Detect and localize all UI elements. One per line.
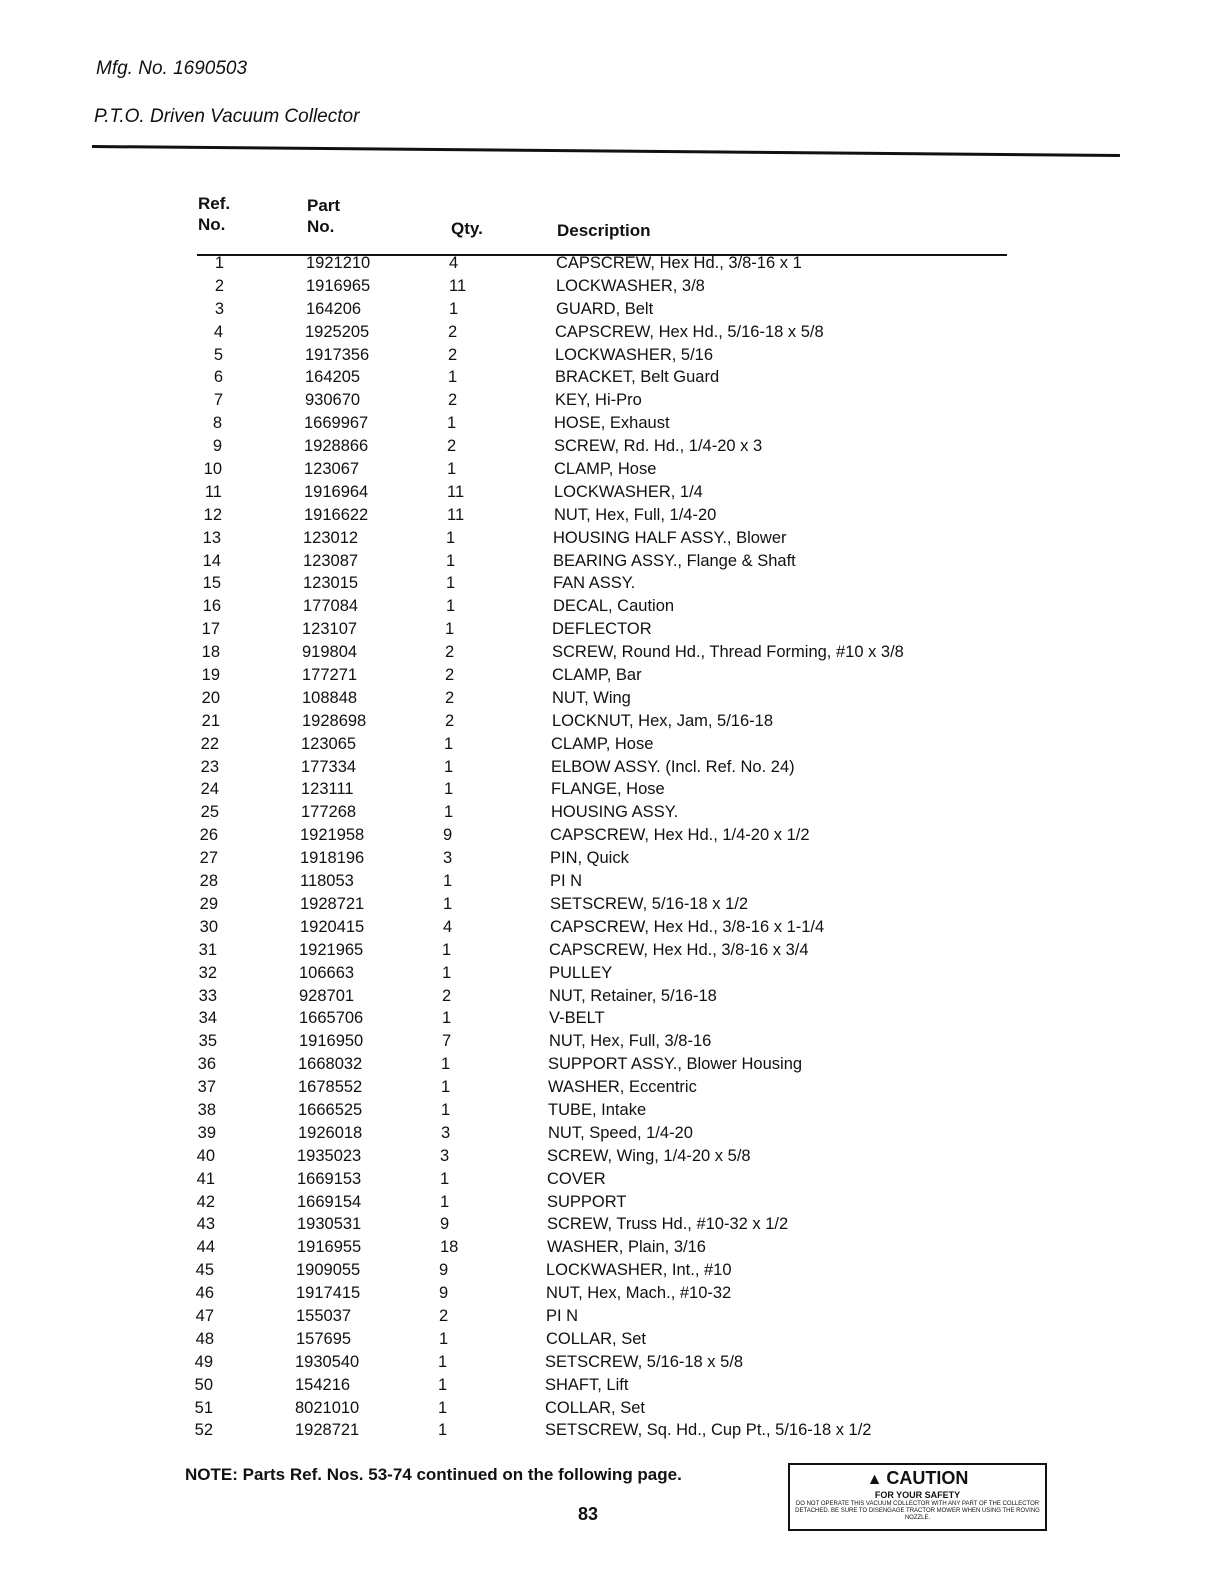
table-row [0,344,1218,367]
part-number-cell: 928701 [299,986,355,1005]
description-cell: CLAMP, Hose [551,734,654,753]
part-number-cell: 1921965 [299,940,364,959]
part-number-cell: 123015 [303,574,359,593]
ref-cell: 22 [200,734,219,753]
page-number: 83 [578,1504,599,1524]
description-cell: BRACKET, Belt Guard [555,368,720,387]
ref-cell: 11 [204,482,222,501]
continuation-note: NOTE: Parts Ref. Nos. 53-74 continued on the following page. [185,1465,682,1484]
qty-cell: 1 [446,551,456,570]
part-number-cell: 106663 [299,963,355,982]
ref-cell: 29 [199,894,218,913]
ref-cell: 37 [197,1078,216,1097]
qty-cell: 1 [444,803,454,822]
description-cell: PI N [546,1306,579,1325]
part-number-cell: 1666525 [298,1100,363,1119]
description-cell: LOCKNUT, Hex, Jam, 5/16-18 [552,711,773,730]
description-cell: FAN ASSY. [553,574,636,593]
col-header-part-line2: No. [307,217,335,236]
ref-cell: 43 [196,1215,215,1234]
ref-cell: 9 [212,437,222,456]
table-row [0,481,1218,504]
description-cell: NUT, Wing [552,688,631,707]
qty-cell: 9 [439,1261,449,1280]
part-number-cell: 1669154 [297,1192,362,1211]
ref-cell: 19 [201,666,220,685]
table-row [0,1030,1218,1053]
qty-cell: 2 [448,391,458,410]
table-row [0,321,1218,344]
part-number-cell: 164205 [305,368,361,387]
ref-cell: 8 [212,414,222,433]
qty-cell: 1 [438,1352,448,1371]
ref-cell: 12 [203,505,222,524]
table-row [0,664,1218,687]
qty-cell: 4 [449,254,459,272]
col-header-ref-line2: No. [198,215,226,234]
qty-cell: 1 [438,1421,448,1440]
part-number-cell: 1928866 [304,437,369,456]
table-row [0,824,1218,847]
table-row [0,1351,1218,1374]
description-cell: NUT, Hex, Mach., #10-32 [546,1284,732,1303]
description-cell: WASHER, Plain, 3/16 [547,1238,706,1257]
part-number-cell: 8021010 [295,1398,360,1417]
table-row [0,756,1218,779]
part-number-cell: 157695 [296,1329,352,1348]
part-number-cell: 164206 [306,299,362,318]
qty-cell: 3 [443,849,453,868]
description-cell: SETSCREW, Sq. Hd., Cup Pt., 5/16-18 x 1/2 [545,1421,872,1440]
part-number-cell: 1668032 [298,1055,363,1074]
table-row [0,1168,1218,1191]
table-row [0,435,1218,458]
caution-title [790,1468,1045,1490]
description-cell: CLAMP, Hose [554,460,657,479]
qty-cell: 1 [441,1078,451,1097]
ref-cell: 24 [200,780,219,799]
description-cell: V-BELT [549,1009,605,1028]
table-row [0,1007,1218,1030]
ref-cell: 13 [202,528,221,547]
table-row [0,641,1218,664]
description-cell: WASHER, Eccentric [548,1078,697,1097]
table-row [0,252,1218,275]
table-row [0,504,1218,527]
qty-cell: 1 [440,1192,450,1211]
qty-cell: 1 [444,734,454,753]
description-cell: LOCKWASHER, 3/8 [556,276,705,295]
table-row [0,1076,1218,1099]
table-row [0,1374,1218,1397]
ref-cell: 46 [195,1284,214,1303]
ref-cell: 45 [195,1261,214,1280]
ref-cell: 2 [214,276,224,295]
qty-cell: 1 [449,299,459,318]
description-cell: SETSCREW, 5/16-18 x 1/2 [550,894,749,913]
qty-cell: 1 [448,368,458,387]
part-number-cell: 177268 [301,803,357,822]
table-row [0,1328,1218,1351]
description-cell: LOCKWASHER, 5/16 [555,345,714,364]
table-row [0,916,1218,939]
ref-cell: 17 [201,620,220,639]
table-row [0,412,1218,435]
ref-cell: 49 [194,1352,213,1371]
part-number-cell: 1917356 [305,345,370,364]
part-number-cell: 123067 [304,460,360,479]
table-row [0,1282,1218,1305]
qty-cell: 11 [447,482,465,501]
part-number-cell: 1669153 [297,1169,362,1188]
col-header-ref-line1: Ref. [198,194,231,213]
qty-cell: 2 [447,437,457,456]
qty-cell: 1 [446,597,456,616]
table-row [0,572,1218,595]
part-number-cell: 123087 [303,551,359,570]
part-number-cell: 1665706 [299,1009,364,1028]
ref-cell: 6 [213,368,223,387]
description-cell: SCREW, Round Hd., Thread Forming, #10 x 3/8 [552,643,904,662]
ref-cell: 1 [214,254,224,272]
qty-cell: 1 [442,963,452,982]
qty-cell: 2 [445,711,455,730]
ref-cell: 33 [198,986,217,1005]
table-row [0,1259,1218,1282]
top-rule [92,145,1120,157]
qty-cell: 1 [447,414,457,433]
qty-cell: 1 [446,528,456,547]
caution-body: DO NOT OPERATE THIS VACUUM COLLECTOR WITH ANY PART OF THE COLLECTOR DETACHED. BE SURE TO DISENGAGE TRACTOR MOWER WHEN USING THE ROVING NOZZLE. [795,1501,1040,1521]
ref-cell: 41 [196,1169,215,1188]
ref-cell: 39 [197,1123,216,1142]
part-number-cell: 155037 [296,1306,352,1325]
description-cell: KEY, Hi-Pro [555,391,642,410]
table-row [0,801,1218,824]
description-cell: SCREW, Truss Hd., #10-32 x 1/2 [547,1215,789,1234]
col-header-qty: Qty. [451,219,483,238]
ref-cell: 44 [196,1238,215,1257]
part-number-cell: 1920415 [300,917,365,936]
description-cell: PI N [550,872,583,891]
ref-cell: 20 [201,688,220,707]
ref-cell: 40 [196,1146,215,1165]
table-row [0,550,1218,573]
description-cell: GUARD, Belt [556,299,654,318]
description-cell: COVER [547,1169,606,1188]
part-number-cell: 1928698 [302,711,367,730]
qty-cell: 1 [440,1169,450,1188]
ref-cell: 36 [197,1055,216,1074]
description-cell: ELBOW ASSY. (Incl. Ref. No. 24) [551,757,795,776]
table-row [0,778,1218,801]
ref-cell: 4 [213,322,223,341]
qty-cell: 1 [443,872,453,891]
ref-cell: 26 [199,826,218,845]
qty-cell: 1 [442,1009,452,1028]
description-cell: CAPSCREW, Hex Hd., 3/8-16 x 1 [556,254,802,272]
table-row [0,1099,1218,1122]
description-cell: TUBE, Intake [548,1100,647,1119]
ref-cell: 32 [198,963,217,982]
ref-cell: 50 [194,1375,213,1394]
description-cell: SCREW, Rd. Hd., 1/4-20 x 3 [554,437,763,456]
description-cell: FLANGE, Hose [551,780,665,799]
table-row [0,1213,1218,1236]
ref-cell: 52 [194,1421,213,1440]
qty-cell: 11 [449,276,467,295]
ref-cell: 34 [198,1009,217,1028]
qty-cell: 1 [441,1055,451,1074]
description-cell: CAPSCREW, Hex Hd., 1/4-20 x 1/2 [550,826,810,845]
part-number-cell: 1916964 [304,482,369,501]
table-row [0,1236,1218,1259]
part-number-cell: 1917415 [296,1284,361,1303]
table-row [0,275,1218,298]
ref-cell: 25 [200,803,219,822]
table-row [0,962,1218,985]
description-cell: CAPSCREW, Hex Hd., 5/16-18 x 5/8 [555,322,824,341]
table-row [0,595,1218,618]
description-cell: CAPSCREW, Hex Hd., 3/8-16 x 3/4 [549,940,809,959]
table-row [0,389,1218,412]
ref-cell: 15 [202,574,221,593]
qty-cell: 11 [447,505,465,524]
description-cell: DEFLECTOR [552,620,652,639]
mfg-number: Mfg. No. 1690503 [96,58,248,79]
table-row [0,710,1218,733]
description-cell: SHAFT, Lift [545,1375,629,1394]
qty-cell: 1 [441,1100,451,1119]
part-number-cell: 1909055 [296,1261,361,1280]
ref-cell: 16 [202,597,221,616]
ref-cell: 35 [198,1032,217,1051]
description-cell: NUT, Speed, 1/4-20 [548,1123,693,1142]
qty-cell: 3 [441,1123,451,1142]
part-number-cell: 1921958 [300,826,365,845]
qty-cell: 4 [443,917,453,936]
ref-cell: 7 [213,391,223,410]
table-row [0,527,1218,550]
description-cell: CLAMP, Bar [552,666,642,685]
qty-cell: 7 [442,1032,452,1051]
col-header-part-line1: Part [307,196,341,215]
ref-cell: 47 [195,1306,214,1325]
qty-cell: 3 [440,1146,450,1165]
table-row [0,618,1218,641]
document-title: P.T.O. Driven Vacuum Collector [94,106,360,127]
ref-cell: 23 [200,757,219,776]
ref-cell: 5 [213,345,223,364]
part-number-cell: 154216 [295,1375,351,1394]
part-number-cell: 1918196 [300,849,365,868]
part-number-cell: 123111 [301,780,354,799]
parts-table [0,252,1218,1442]
caution-box [788,1463,1047,1531]
qty-cell: 1 [444,757,454,776]
table-row [0,733,1218,756]
part-number-cell: 177271 [302,666,358,685]
qty-cell: 2 [445,643,455,662]
description-cell: COLLAR, Set [546,1329,646,1348]
table-row [0,366,1218,389]
part-number-cell: 1925205 [305,322,370,341]
qty-cell: 1 [444,780,454,799]
description-cell: DECAL, Caution [553,597,675,616]
description-cell: COLLAR, Set [545,1398,645,1417]
ref-cell: 21 [201,711,220,730]
part-number-cell: 123065 [301,734,357,753]
table-row [0,870,1218,893]
table-row [0,939,1218,962]
description-cell: NUT, Hex, Full, 3/8-16 [549,1032,712,1051]
part-number-cell: 1930531 [297,1215,362,1234]
ref-cell: 3 [214,299,224,318]
description-cell: SETSCREW, 5/16-18 x 5/8 [545,1352,744,1371]
description-cell: PULLEY [549,963,613,982]
part-number-cell: 1669967 [304,414,369,433]
ref-cell: 14 [202,551,221,570]
part-number-cell: 1921210 [306,254,371,272]
qty-cell: 1 [442,940,452,959]
part-number-cell: 1928721 [295,1421,360,1440]
qty-cell: 2 [445,688,455,707]
part-number-cell: 1916955 [297,1238,362,1257]
ref-cell: 30 [199,917,218,936]
part-number-cell: 1916622 [304,505,369,524]
qty-cell: 2 [442,986,452,1005]
table-row [0,1419,1218,1442]
qty-cell: 2 [448,322,458,341]
table-row [0,687,1218,710]
qty-cell: 1 [446,574,456,593]
description-cell: HOUSING HALF ASSY., Blower [553,528,787,547]
table-row [0,1122,1218,1145]
warning-triangle-icon: ▲ [866,1471,883,1488]
qty-cell: 9 [439,1284,449,1303]
ref-cell: 48 [195,1329,214,1348]
table-row [0,847,1218,870]
col-header-part [307,195,340,237]
ref-cell: 51 [194,1398,213,1417]
part-number-cell: 123107 [302,620,358,639]
table-row [0,298,1218,321]
ref-cell: 10 [203,460,222,479]
table-row [0,1053,1218,1076]
part-number-cell: 177084 [303,597,359,616]
part-number-cell: 123012 [303,528,359,547]
part-number-cell: 1930540 [295,1352,360,1371]
description-cell: SCREW, Wing, 1/4-20 x 5/8 [547,1146,751,1165]
qty-cell: 2 [448,345,458,364]
part-number-cell: 1678552 [298,1078,363,1097]
qty-cell: 1 [438,1375,448,1394]
caution-title-text: CAUTION [886,1468,969,1488]
ref-cell: 28 [199,872,218,891]
qty-cell: 1 [447,460,457,479]
qty-cell: 18 [440,1238,459,1257]
table-row [0,893,1218,916]
description-cell: NUT, Hex, Full, 1/4-20 [554,505,717,524]
description-cell: CAPSCREW, Hex Hd., 3/8-16 x 1-1/4 [550,917,825,936]
qty-cell: 1 [438,1398,448,1417]
description-cell: PIN, Quick [550,849,629,868]
ref-cell: 27 [199,849,218,868]
part-number-cell: 1928721 [300,894,365,913]
qty-cell: 1 [439,1329,449,1348]
part-number-cell: 1916965 [306,276,371,295]
ref-cell: 31 [198,940,217,959]
description-cell: SUPPORT [547,1192,627,1211]
part-number-cell: 1935023 [297,1146,362,1165]
part-number-cell: 108848 [302,688,358,707]
part-number-cell: 177334 [301,757,357,776]
part-number-cell: 919804 [302,643,358,662]
description-cell: HOUSING ASSY. [551,803,679,822]
description-cell: NUT, Retainer, 5/16-18 [549,986,717,1005]
description-cell: LOCKWASHER, Int., #10 [546,1261,732,1280]
part-number-cell: 118053 [300,872,354,891]
table-row [0,1191,1218,1214]
col-header-ref [198,193,230,235]
description-cell: BEARING ASSY., Flange & Shaft [553,551,796,570]
description-cell: SUPPORT ASSY., Blower Housing [548,1055,803,1074]
caution-subtitle: FOR YOUR SAFETY [874,1490,961,1500]
table-row [0,985,1218,1008]
qty-cell: 9 [443,826,453,845]
ref-cell: 38 [197,1100,216,1119]
part-number-cell: 930670 [305,391,361,410]
qty-cell: 2 [439,1306,449,1325]
part-number-cell: 1926018 [298,1123,363,1142]
table-row [0,1145,1218,1168]
ref-cell: 18 [201,643,220,662]
description-cell: HOSE, Exhaust [554,414,670,433]
qty-cell: 1 [445,620,455,639]
ref-cell: 42 [196,1192,215,1211]
qty-cell: 9 [440,1215,450,1234]
table-row [0,1305,1218,1328]
description-cell: LOCKWASHER, 1/4 [554,482,703,501]
part-number-cell: 1916950 [299,1032,364,1051]
table-row [0,1397,1218,1420]
qty-cell: 2 [445,666,455,685]
qty-cell: 1 [443,894,453,913]
col-header-description: Description [557,221,651,240]
table-row [0,458,1218,481]
